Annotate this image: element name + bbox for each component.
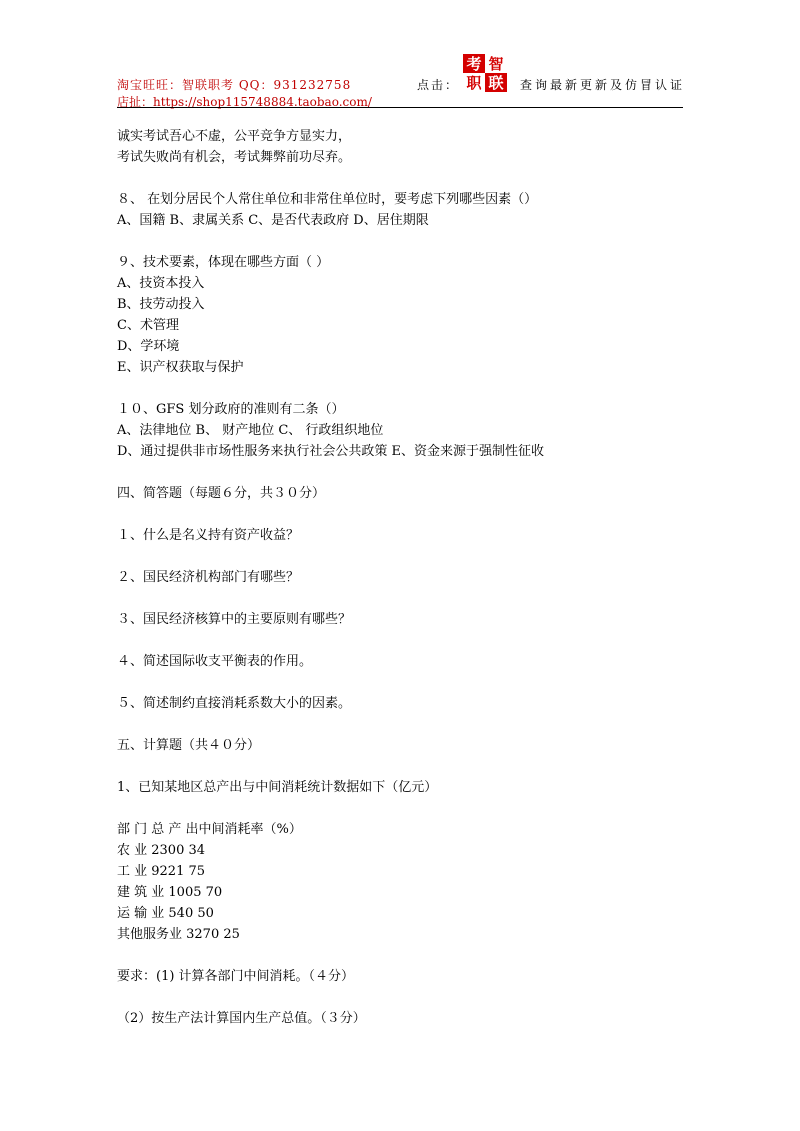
text-line: E、识产权获取与保护: [117, 360, 244, 375]
logo-char-1: 考: [466, 55, 482, 73]
text-line: ５、简述制约直接消耗系数大小的因素。: [117, 696, 352, 711]
text-line: １０、GFS 划分政府的准则有二条（）: [117, 402, 345, 417]
blank-line: [117, 798, 687, 819]
blank-line: [117, 945, 687, 966]
text-line: ４、简述国际收支平衡表的作用。: [117, 654, 313, 669]
verify-description: 查询最新更新及仿冒认证: [520, 78, 686, 92]
document-body: [117, 126, 687, 1029]
text-line: 诚实考试吾心不虚，公平竞争方显实力，: [117, 129, 352, 144]
text-line: D、通过提供非市场性服务来执行社会公共政策 E、资金来源于强制性征收: [117, 444, 545, 459]
text-line: 运 输 业 540 50: [117, 906, 214, 921]
blank-line: [117, 672, 687, 693]
blank-line: [117, 168, 687, 189]
blank-line: [117, 714, 687, 735]
text-line: ８、 在划分居民个人常住单位和非常住单位时，要考虑下列哪些因素（）: [117, 192, 538, 207]
page-header: [117, 50, 686, 109]
text-line: D、学环境: [117, 339, 180, 354]
blank-line: [117, 588, 687, 609]
text-line: （2）按生产法计算国内生产总值。（３分）: [117, 1011, 366, 1026]
header-divider: [117, 107, 683, 108]
text-line: 工 业 9221 75: [117, 864, 206, 879]
text-line: １、什么是名义持有资产收益？: [117, 528, 300, 543]
text-line: 考试失败尚有机会，考试舞弊前功尽弃。: [117, 150, 352, 165]
text-line: 五、计算题（共４０分）: [117, 738, 261, 753]
text-line: 部 门 总 产 出中间消耗率（%）: [117, 822, 302, 837]
zhilian-logo[interactable]: [463, 54, 507, 92]
text-line: ２、国民经济机构部门有哪些？: [117, 570, 300, 585]
text-line: 1、已知某地区总产出与中间消耗统计数据如下（亿元）: [117, 780, 438, 795]
text-line: C、术管理: [117, 318, 179, 333]
blank-line: [117, 504, 687, 525]
click-label: 点击：: [417, 78, 460, 92]
text-line: A、国籍 B、隶属关系 C、是否代表政府 D、居住期限: [117, 213, 429, 228]
text-line: ３、国民经济核算中的主要原则有哪些？: [117, 612, 352, 627]
shop-contact: 淘宝旺旺：智联职考 QQ：931232758: [117, 78, 352, 92]
text-line: A、技资本投入: [117, 276, 205, 291]
blank-line: [117, 546, 687, 567]
logo-char-3: 职: [466, 74, 482, 92]
blank-line: [117, 231, 687, 252]
blank-line: [117, 462, 687, 483]
blank-line: [117, 756, 687, 777]
logo-char-4: 联: [488, 74, 504, 92]
text-line: 要求：(1) 计算各部门中间消耗。（４分）: [117, 969, 355, 984]
text-line: A、法律地位 B、 财产地位 C、 行政组织地位: [117, 423, 384, 438]
logo-char-2: 智: [488, 55, 504, 73]
text-line: 农 业 2300 34: [117, 843, 206, 858]
blank-line: [117, 630, 687, 651]
text-line: 其他服务业 3270 25: [117, 927, 240, 942]
text-line: 四、简答题（每题６分，共３０分）: [117, 486, 326, 501]
text-line: B、技劳动投入: [117, 297, 205, 312]
blank-line: [117, 378, 687, 399]
blank-line: [117, 987, 687, 1008]
text-line: ９、技术要素，体现在哪些方面（ ）: [117, 255, 330, 270]
shop-url-link[interactable]: 店扯：https://shop115748884.taobao.com/: [117, 95, 372, 109]
text-line: 建 筑 业 1005 70: [117, 885, 223, 900]
